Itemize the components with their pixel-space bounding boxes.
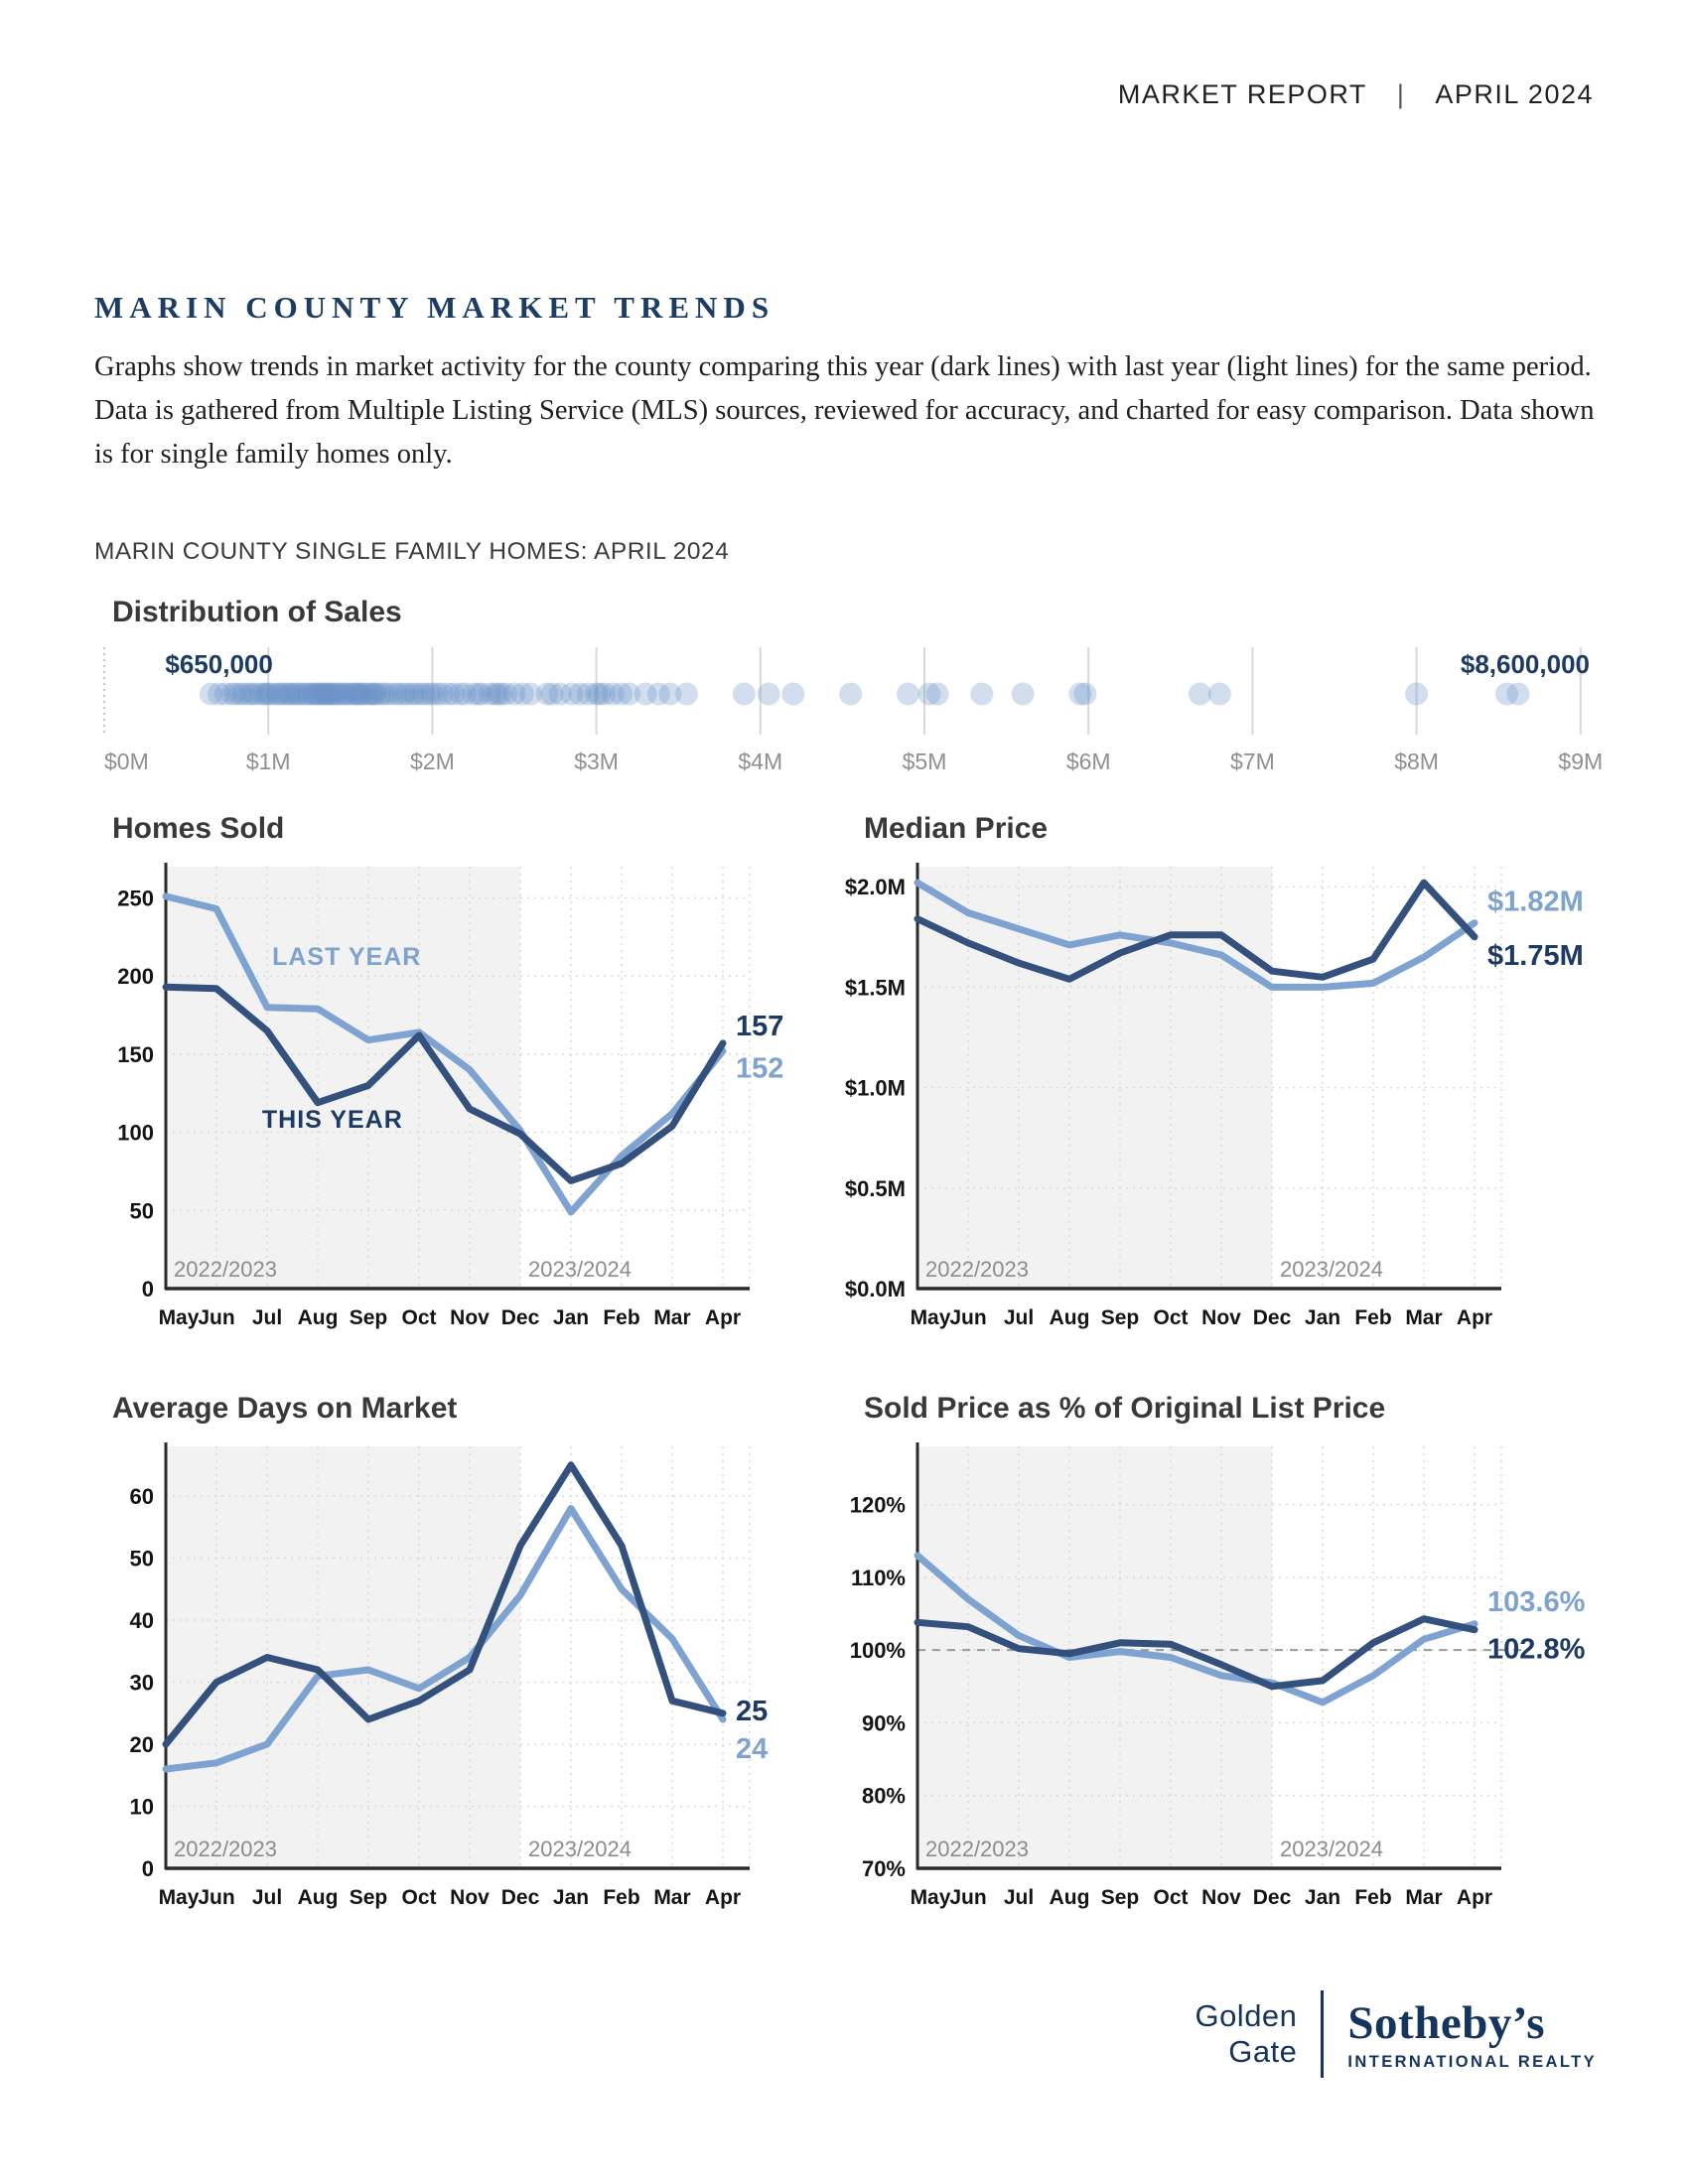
strip-axis-label: $4M <box>738 749 783 774</box>
median-price-block <box>846 812 1596 1368</box>
month-label: Dec <box>500 1886 540 1909</box>
sale-dot <box>1012 683 1035 706</box>
sale-dot <box>758 683 780 706</box>
distribution-chart <box>94 639 1604 778</box>
month-label: Jan <box>552 1306 590 1329</box>
median-price-chart-container <box>846 852 1596 1368</box>
header-report-label: MARKET REPORT <box>1117 79 1367 109</box>
strip-axis-label: $2M <box>410 749 455 774</box>
month-label: Jan <box>1304 1886 1341 1909</box>
end-value-label-dark: 157 <box>736 1010 784 1042</box>
header-divider: | <box>1396 79 1406 109</box>
strip-axis-label: $1M <box>245 749 291 774</box>
sale-dot <box>839 683 862 706</box>
y-tick-label: 0 <box>141 1856 154 1881</box>
month-label: Nov <box>450 1306 490 1329</box>
y-tick-label: 150 <box>117 1041 154 1067</box>
month-label: Oct <box>1153 1886 1189 1909</box>
strip-axis-label: $8M <box>1394 749 1439 774</box>
month-label: Sep <box>349 1306 388 1329</box>
strip-axis-label: $0M <box>104 749 149 774</box>
y-tick-label: 110% <box>850 1565 906 1590</box>
season-label-prior: 2022/2023 <box>174 1257 277 1282</box>
month-label: May <box>910 1306 951 1329</box>
month-label: Apr <box>704 1886 742 1909</box>
season-label-current: 2023/2024 <box>1280 1837 1383 1861</box>
month-label: Mar <box>653 1306 691 1329</box>
y-tick-label: 80% <box>861 1783 906 1809</box>
median-price-chart <box>844 852 1584 1368</box>
sothebys-subtitle: INTERNATIONAL REALTY <box>1347 2053 1597 2071</box>
month-label: Oct <box>401 1306 437 1329</box>
logo-divider <box>1321 1990 1324 2078</box>
season-label-prior: 2022/2023 <box>925 1837 1029 1861</box>
y-tick-label: $0.0M <box>844 1277 906 1301</box>
month-label: Sep <box>1100 1306 1140 1329</box>
end-value-label-light: 152 <box>736 1052 784 1085</box>
y-tick-label: 0 <box>141 1277 154 1301</box>
month-label: Apr <box>704 1306 742 1329</box>
days-on-market-chart-container <box>94 1432 844 1948</box>
intro-section <box>94 290 1600 478</box>
y-tick-label: $0.5M <box>844 1175 906 1201</box>
distribution-chart-container <box>94 639 1604 778</box>
sold-to-list-block <box>846 1392 1596 1948</box>
sale-dot <box>733 683 756 706</box>
month-label: Jul <box>1003 1306 1035 1329</box>
month-label: Nov <box>1201 1886 1241 1909</box>
sale-dot <box>897 683 919 706</box>
sale-dot <box>1073 683 1096 706</box>
month-label: Jul <box>251 1306 283 1329</box>
y-tick-label: 100 <box>117 1120 154 1146</box>
y-tick-label: 70% <box>861 1856 906 1881</box>
sale-dot <box>970 683 993 706</box>
month-label: May <box>158 1886 200 1909</box>
y-tick-label: 60 <box>129 1484 154 1509</box>
month-label: Jan <box>1304 1306 1341 1329</box>
y-tick-label: 250 <box>117 886 154 911</box>
days-on-market-title: Average Days on Market <box>112 1392 458 1425</box>
month-label: Oct <box>401 1886 437 1909</box>
intro-paragraph: Graphs show trends in market activity for the county comparing this year (dark lines) with last year (light lines) for the same period. Data is gathered from Multiple Listing Service (MLS) sources, reviewed for accuracy, and charted for easy comparison. Data shown is for single family homes only. <box>94 351 1595 471</box>
sold-to-list-chart <box>846 1432 1586 1948</box>
month-label: Sep <box>1100 1886 1140 1909</box>
month-label: Dec <box>1252 1306 1292 1329</box>
month-label: Aug <box>297 1306 339 1329</box>
month-label: Apr <box>1456 1886 1493 1909</box>
month-label: Jun <box>198 1306 235 1329</box>
y-tick-label: 40 <box>129 1608 154 1633</box>
sale-dot <box>781 683 804 706</box>
y-tick-label: 100% <box>849 1638 906 1664</box>
y-tick-label: 120% <box>849 1492 906 1518</box>
strip-axis-label: $3M <box>574 749 619 774</box>
month-label: Feb <box>603 1306 640 1329</box>
homes-sold-block <box>94 812 844 1368</box>
y-tick-label: 20 <box>129 1732 154 1757</box>
y-tick-label: $2.0M <box>844 875 906 900</box>
strip-axis-label: $9M <box>1558 749 1604 774</box>
month-label: Sep <box>349 1886 388 1909</box>
sale-dot <box>1189 683 1211 706</box>
month-label: Nov <box>1201 1306 1241 1329</box>
end-value-label-dark: $1.75M <box>1487 939 1584 972</box>
y-tick-label: $1.0M <box>844 1075 906 1101</box>
strip-axis-label: $6M <box>1065 749 1111 774</box>
end-value-label-dark: 25 <box>736 1695 769 1727</box>
min-price-label: $650,000 <box>165 649 273 679</box>
month-label: Jun <box>949 1306 987 1329</box>
month-label: Jun <box>949 1886 987 1909</box>
y-tick-label: $1.5M <box>844 975 906 1001</box>
sale-dot <box>926 683 949 706</box>
season-label-current: 2023/2024 <box>528 1837 632 1861</box>
month-label: Jul <box>1003 1886 1035 1909</box>
golden-gate-line1: Golden <box>1195 1998 1298 2034</box>
prior-season-shade <box>917 867 1272 1289</box>
homes-sold-chart-container <box>94 852 844 1368</box>
month-label: Apr <box>1456 1306 1493 1329</box>
sale-dot <box>675 683 698 706</box>
y-tick-label: 90% <box>861 1710 906 1736</box>
season-label-current: 2023/2024 <box>1280 1257 1383 1282</box>
strip-axis-label: $7M <box>1230 749 1275 774</box>
month-label: Mar <box>653 1886 691 1909</box>
report-header <box>1118 79 1594 110</box>
month-label: Aug <box>1049 1306 1090 1329</box>
y-tick-label: 50 <box>129 1198 154 1224</box>
season-label-prior: 2022/2023 <box>925 1257 1029 1282</box>
month-label: Jun <box>198 1886 235 1909</box>
month-label: Aug <box>1049 1886 1090 1909</box>
end-value-label-light: $1.82M <box>1487 886 1584 918</box>
season-label-current: 2023/2024 <box>528 1257 632 1282</box>
homes-sold-chart <box>94 852 829 1368</box>
days-on-market-chart <box>94 1432 829 1948</box>
month-label: Dec <box>500 1306 540 1329</box>
strip-axis-label: $5M <box>902 749 947 774</box>
month-label: Feb <box>1354 1886 1392 1909</box>
homes-sold-title: Homes Sold <box>112 812 285 845</box>
month-label: May <box>158 1306 200 1329</box>
distribution-chart-title: Distribution of Sales <box>112 596 402 628</box>
season-label-prior: 2022/2023 <box>174 1837 277 1861</box>
end-value-label-dark: 102.8% <box>1487 1633 1586 1666</box>
sale-dot <box>1507 683 1530 706</box>
month-label: Feb <box>603 1886 640 1909</box>
days-on-market-block <box>94 1392 844 1948</box>
max-price-label: $8,600,000 <box>1460 649 1590 679</box>
y-tick-label: 30 <box>129 1670 154 1696</box>
sothebys-wordmark <box>1347 1996 1597 2072</box>
distribution-of-sales-block <box>94 596 1604 778</box>
sale-dot <box>1405 683 1428 706</box>
prior-season-shade <box>166 867 520 1289</box>
end-value-label-light: 24 <box>736 1733 769 1765</box>
y-tick-label: 50 <box>129 1546 154 1571</box>
month-label: Aug <box>297 1886 339 1909</box>
sold-to-list-title: Sold Price as % of Original List Price <box>864 1392 1386 1425</box>
month-label: Oct <box>1153 1306 1189 1329</box>
median-price-title: Median Price <box>864 812 1049 845</box>
month-label: Jul <box>251 1886 283 1909</box>
month-label: Mar <box>1405 1886 1443 1909</box>
section-label: MARIN COUNTY SINGLE FAMILY HOMES: APRIL 2024 <box>94 538 730 565</box>
sold-to-list-chart-container <box>846 1432 1596 1948</box>
month-label: May <box>910 1886 951 1909</box>
golden-gate-line2: Gate <box>1228 2034 1298 2069</box>
sale-dot <box>1208 683 1231 706</box>
annotation-this-year: THIS YEAR <box>261 1105 403 1134</box>
brand-footer <box>1195 1990 1597 2078</box>
month-label: Jan <box>552 1886 590 1909</box>
annotation-last-year: LAST YEAR <box>272 943 422 972</box>
month-label: Nov <box>450 1886 490 1909</box>
end-value-label-light: 103.6% <box>1487 1585 1586 1618</box>
golden-gate-wordmark <box>1195 1998 1297 2069</box>
month-label: Dec <box>1252 1886 1292 1909</box>
month-label: Feb <box>1354 1306 1392 1329</box>
header-date: APRIL 2024 <box>1435 79 1594 109</box>
page-title: MARIN COUNTY MARKET TRENDS <box>94 290 775 325</box>
sothebys-name: Sotheby’s <box>1347 1997 1546 2049</box>
y-tick-label: 10 <box>129 1794 154 1820</box>
y-tick-label: 200 <box>117 964 154 990</box>
month-label: Mar <box>1405 1306 1443 1329</box>
